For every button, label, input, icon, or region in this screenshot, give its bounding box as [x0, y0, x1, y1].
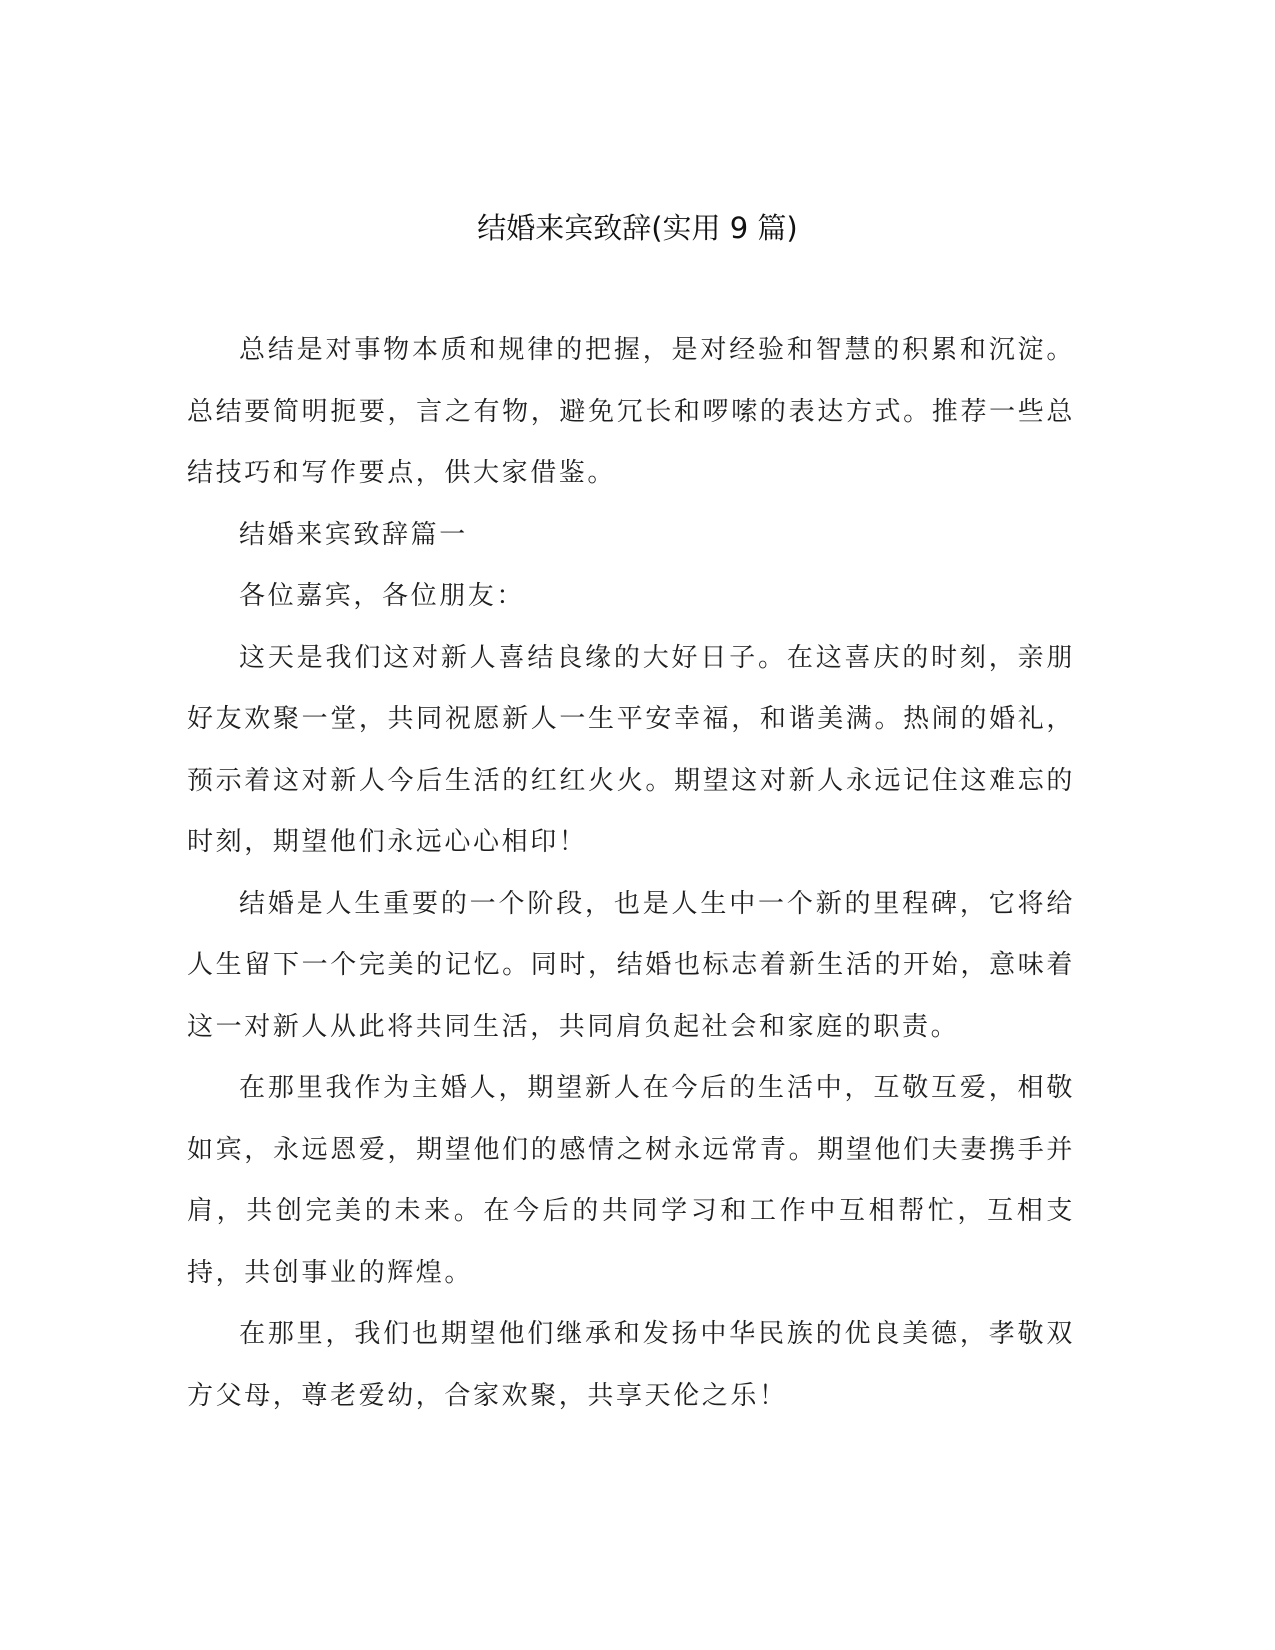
body-paragraph: 结婚是人生重要的一个阶段，也是人生中一个新的里程碑，它将给人生留下一个完美的记忆。同时，结婚也标志着新生活的开始，意味着这一对新人从此将共同生活，共同肩负起社会和家庭的职责。 [187, 888, 1075, 1042]
body-paragraph: 在那里我作为主婚人，期望新人在今后的生活中，互敬互爱，相敬如宾，永远恩爱，期望他们的感情之树永远常青。期望他们夫妻携手并肩，共创完美的未来。在今后的共同学习和工作中互相帮忙，互相支持，共创事业的辉煌。 [187, 1073, 1075, 1288]
document-title: 结婚来宾致辞(实用 9 篇) [477, 211, 798, 245]
section-heading: 结婚来宾致辞篇一 [239, 519, 468, 550]
body-paragraph: 这天是我们这对新人喜结良缘的大好日子。在这喜庆的时刻，亲朋好友欢聚一堂，共同祝愿新人一生平安幸福，和谐美满。热闹的婚礼，预示着这对新人今后生活的红红火火。期望这对新人永远记住这难忘的时刻，期望他们永远心心相印！ [187, 642, 1075, 857]
document-body [187, 320, 1075, 1427]
body-paragraph: 在那里，我们也期望他们继承和发扬中华民族的优良美德，孝敬双方父母，尊老爱幼，合家欢聚，共享天伦之乐！ [187, 1319, 1075, 1411]
salutation: 各位嘉宾，各位朋友： [239, 581, 526, 611]
intro-paragraph: 总结是对事物本质和规律的把握，是对经验和智慧的积累和沉淀。总结要简明扼要，言之有物，避免冗长和啰嗦的表达方式。推荐一些总结技巧和写作要点，供大家借鉴。 [187, 335, 1075, 488]
